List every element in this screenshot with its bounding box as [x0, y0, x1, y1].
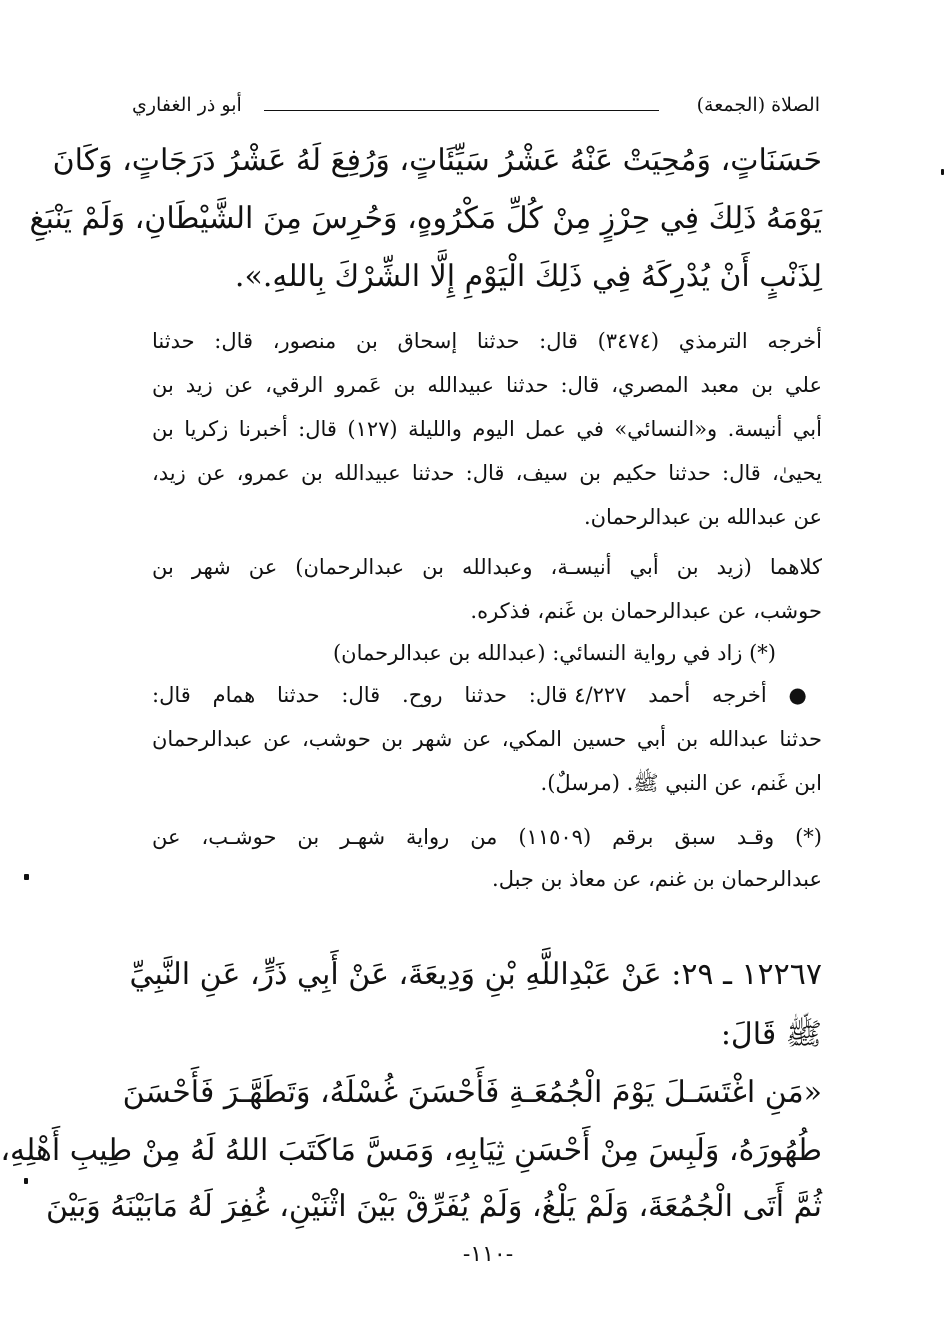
page-number: -١١٠-	[462, 1242, 514, 1267]
editor-note: (*) زاد في رواية النسائي: (عبدالله بن عبدالرحمان)	[332, 641, 776, 665]
takhrij-line: حدثنا عبدالله بن أبي حسين المكي، عن شهر بن حوشب، عن عبدالرحمان	[152, 727, 822, 751]
running-header-narrator: أبو ذر الغفاري	[132, 94, 242, 116]
hadith-text-line: «مَنِ اغْتَسَـلَ يَوْمَ الْجُمُعَـةِ فَأَحْسَنَ غُسْلَهُ، وَتَطَهَّـرَ فَأَحْسَنَ	[122, 1075, 822, 1110]
hadith-text-line: يَوْمَهُ ذَلِكَ فِي حِرْزٍ مِنْ كُلِّ مَكْرُوهٍ، وَحُرِسَ مِنَ الشَّيْطَانِ، وَلَمْ يَنْبَغِ	[29, 201, 822, 236]
takhrij-line: علي بن معبد المصري، قال: حدثنا عبيدالله بن عَمرو الرقي، عن زيد بن	[152, 373, 822, 397]
hadith-heading-line: ١٢٢٦٧ ـ ٢٩: عَنْ عَبْدِاللَّهِ بْنِ وَدِيعَةَ، عَنْ أَبِي ذَرٍّ، عَنِ النَّبِيِّ	[129, 957, 822, 992]
scan-speck	[24, 1178, 28, 1184]
takhrij-line: عن عبدالله بن عبدالرحمان.	[583, 505, 822, 529]
takhrij-line: يحيىٰ، قال: حدثنا حكيم بن سيف، قال: حدثنا عبيدالله بن عمرو، عن زيد،	[152, 461, 822, 485]
hadith-text-line: لِذَنْبٍ أَنْ يُدْرِكَهُ فِي ذَلِكَ الْيَوْمِ إِلَّا الشِّرْكَ بِاللهِ.».	[234, 259, 822, 294]
header-rule	[264, 110, 659, 111]
hadith-text-line: طُهُورَهُ، وَلَبِسَ مِنْ أَحْسَنِ ثِيَابِهِ، وَمَسَّ مَاكَتَبَ اللهُ لَهُ مِنْ طِيبِ أَهْلِهِ،	[0, 1133, 822, 1168]
editor-note: عبدالرحمان بن غنم، عن معاذ بن جبل.	[492, 867, 822, 891]
takhrij-line: ● أخرجه أحمد ٤/٢٢٧ قال: حدثنا روح. قال: حدثنا همام قال:	[152, 683, 822, 707]
running-header-chapter: الصلاة (الجمعة)	[696, 94, 820, 116]
takhrij-line: كلاهما (زيد بن أبي أنيسـة، وعبدالله بن عبدالرحمان) عن شهر بن	[152, 555, 822, 579]
takhrij-line: أخرجه الترمذي (٣٤٧٤) قال: حدثنا إسحاق بن منصور، قال: حدثنا	[152, 329, 822, 353]
takhrij-line: أبي أنيسة. و«النسائي» في عمل اليوم والليلة (١٢٧) قال: أخبرنا زكريا بن	[152, 417, 822, 441]
takhrij-line: حوشب، عن عبدالرحمان بن غَنم، فذكره.	[470, 599, 822, 623]
editor-note: (*) وقـد سبق برقم (١١٥٠٩) من رواية شهـر بن حوشـب، عن	[152, 825, 822, 849]
hadith-heading-line: ﷺ قَالَ:	[720, 1017, 822, 1052]
hadith-text-line: ثُمَّ أَتَى الْجُمُعَةَ، وَلَمْ يَلْغُ، وَلَمْ يُفَرِّقْ بَيْنَ اثْنَيْنِ، غُفِرَ لَهُ مَابَيْنَهُ وَبَيْنَ	[45, 1189, 822, 1224]
scan-speck	[941, 169, 944, 175]
hadith-text-line: حَسَنَاتٍ، وَمُحِيَتْ عَنْهُ عَشْرُ سَيِّئَاتٍ، وَرُفِعَ لَهُ عَشْرُ دَرَجَاتٍ، وَكَانَ	[52, 143, 822, 178]
scan-speck	[24, 874, 29, 880]
takhrij-line: ابن غَنم، عن النبي ﷺ. (مرسلٌ).	[540, 771, 822, 795]
